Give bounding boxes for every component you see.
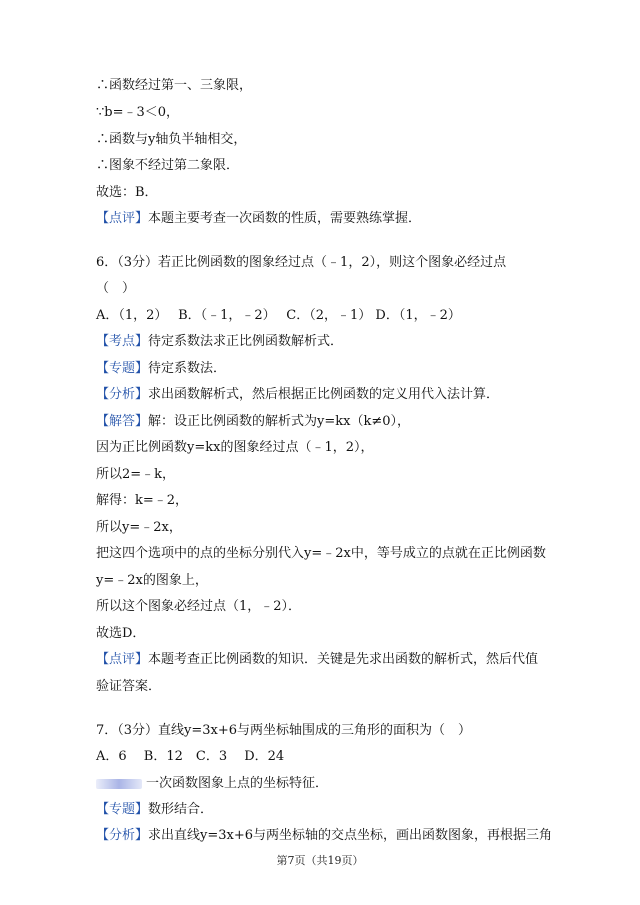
section-tag: 【点评】 xyxy=(96,211,149,226)
question-7-stem: 7．（3分）直线y=3x+6与两坐标轴围成的三角形的面积为（ ） xyxy=(96,723,472,738)
text-line: ∴函数经过第一、三象限， xyxy=(96,78,253,93)
section-tag: 【点评】 xyxy=(96,652,149,667)
section-tag: 【考点】 xyxy=(96,334,149,349)
text-line: ∴函数与y轴负半轴相交， xyxy=(96,132,247,147)
text-line: y=﹣2x的图象上， xyxy=(96,573,208,588)
text-line: ∵b=﹣3＜0， xyxy=(96,105,180,120)
text-line: 所以这个图象必经过点（1，﹣2）． xyxy=(96,599,302,614)
text-line: ∴图象不经过第二象限． xyxy=(96,158,240,173)
section-tag: 【分析】 xyxy=(96,828,149,843)
blurred-tag xyxy=(96,779,142,789)
section-tag: 【专题】 xyxy=(96,802,149,817)
question-6-stem: 6．（3分）若正比例函数的图象经过点（﹣1，2），则这个图象必经过点 xyxy=(96,255,507,270)
text-line: 因为正比例函数y=kx的图象经过点（﹣1，2）， xyxy=(96,440,374,455)
text-line: 解得：k=﹣2， xyxy=(96,493,189,508)
topic-line: 一次函数图象上点的坐标特征． xyxy=(96,775,550,793)
text-line: 所以2=﹣k， xyxy=(96,467,176,482)
solution-line: 【解答】解：设正比例函数的解析式为y=kx（k≠0）， xyxy=(96,414,411,429)
text-line: 故选D． xyxy=(96,626,146,641)
question-7-options: A．6 B．12 C．3 D．24 xyxy=(96,749,285,764)
question-6-options: A．（1，2） B．（﹣1，﹣2） C．（2，﹣1） D．（1，﹣2） xyxy=(96,308,461,323)
special-topic-line: 【专题】数形结合． xyxy=(96,802,214,817)
analysis-line: 【分析】求出直线y=3x+6与两坐标轴的交点坐标，画出函数图象，再根据三角 xyxy=(96,828,553,843)
analysis-line: 【分析】求出函数解析式，然后根据正比例函数的定义用代入法计算． xyxy=(96,387,500,402)
comment-line: 【点评】本题主要考查一次函数的性质，需要熟练掌握． xyxy=(96,211,422,226)
text-line: （ ） xyxy=(96,281,136,296)
comment-line: 【点评】本题考查正比例函数的知识．关键是先求出函数的解析式，然后代值 xyxy=(96,652,539,667)
special-topic-line: 【专题】待定系数法． xyxy=(96,361,227,376)
section-tag: 【专题】 xyxy=(96,361,149,376)
section-tag: 【分析】 xyxy=(96,387,149,402)
topic-line: 【考点】待定系数法求正比例函数解析式． xyxy=(96,334,344,349)
text-line: 把这四个选项中的点的坐标分别代入y=﹣2x中，等号成立的点就在正比例函数 xyxy=(96,546,546,561)
text-line: 故选：B． xyxy=(96,185,158,200)
text-line: 所以y=﹣2x， xyxy=(96,520,182,535)
section-tag: 【解答】 xyxy=(96,414,149,429)
text-line: 验证答案． xyxy=(96,679,162,694)
page-footer: 第7页（共19页） xyxy=(276,854,364,867)
